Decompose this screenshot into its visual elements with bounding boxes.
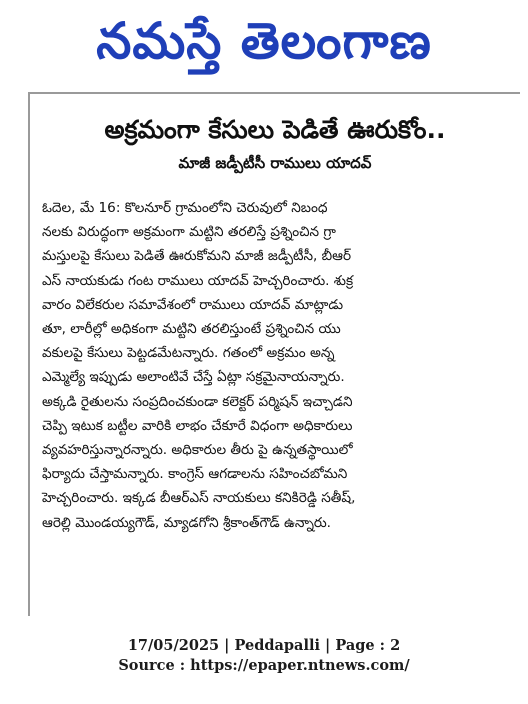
footer-edition-info: 17/05/2025 | Peddapalli | Page : 2	[127, 637, 401, 654]
article-body-line: వకులపై కేసులు పెట్టడమేటన్నారు. గతంలో అక్రమం అన్న	[42, 345, 335, 362]
article-body-line: నలకు విరుద్ధంగా అక్రమంగా మట్టిని తరలిస్తే ప్రశ్నించిన గ్రా	[42, 224, 336, 241]
article-headline: అక్రమంగా కేసులు పెడితే ఊరుకోం..	[104, 115, 446, 144]
article-body-line: హెచ్చరించారు. ఇక్కడ బీఆర్ఎస్ నాయకులు కనికిరెడ్డి సతీష్,	[42, 490, 356, 507]
article-body-line: మస్తులపై కేసులు పెడితే ఊరుకోమని మాజీ జడ్పీటీసీ, బీఆర్	[42, 248, 352, 265]
article-subheadline: మాజీ జడ్పీటీసీ రాములు యాదవ్	[178, 154, 372, 172]
article-body-line: ఓదెల, మే 16: కొలనూర్ గ్రామంలోని చెరువులో నిబంధ	[42, 200, 328, 216]
article-body-line: వారం విలేకరుల సమావేశంలో రాములు యాదవ్ మాట్లాడు	[42, 296, 344, 313]
article-body-line: తూ, లారీల్లో అధికంగా మట్టిని తరలిస్తుంటే ప్రశ్నించిన యు	[42, 321, 341, 338]
page-footer	[0, 636, 528, 676]
article-clipping	[30, 96, 520, 616]
article-body-line: అక్కడి రైతులను సంప్రదించకుండా కలెక్టర్ పర్మిషన్ ఇచ్చాడని	[42, 393, 353, 410]
masthead	[0, 0, 528, 82]
footer-source: Source : https://epaper.ntnews.com/	[118, 657, 410, 674]
newspaper-logo-title: నమస్తే తెలంగాణ	[96, 12, 432, 70]
article-body-line: ఫిర్యాదు చేస్తామన్నారు. కాంగ్రెస్ ఆగడాలను సహించబోమని	[42, 466, 348, 483]
article-body-line: ఎస్ నాయకుడు గంట రాములు యాదవ్ హెచ్చరించారు. శుక్ర	[42, 272, 354, 289]
article-body-line: ఎమ్మెల్యే ఇప్పుడు అలాంటివే చేస్తే ఏట్లా సక్రమైనాయన్నారు.	[42, 369, 345, 386]
article-body	[42, 196, 514, 535]
article-body-line: ఆరెల్లి మొండయ్యగౌడ్, మ్యాడగోని శ్రీకాంత్‌గౌడ్ ఉన్నారు.	[42, 514, 332, 531]
article-body-line: చెప్పి ఇటుక బట్టీల వారికి లాభం చేకూరే విధంగా అధికారులు	[42, 417, 353, 434]
article-body-line: వ్యవహరిస్తున్నారన్నారు. అధికారుల తీరు పై ఉన్నతస్థాయిలో	[42, 442, 353, 459]
